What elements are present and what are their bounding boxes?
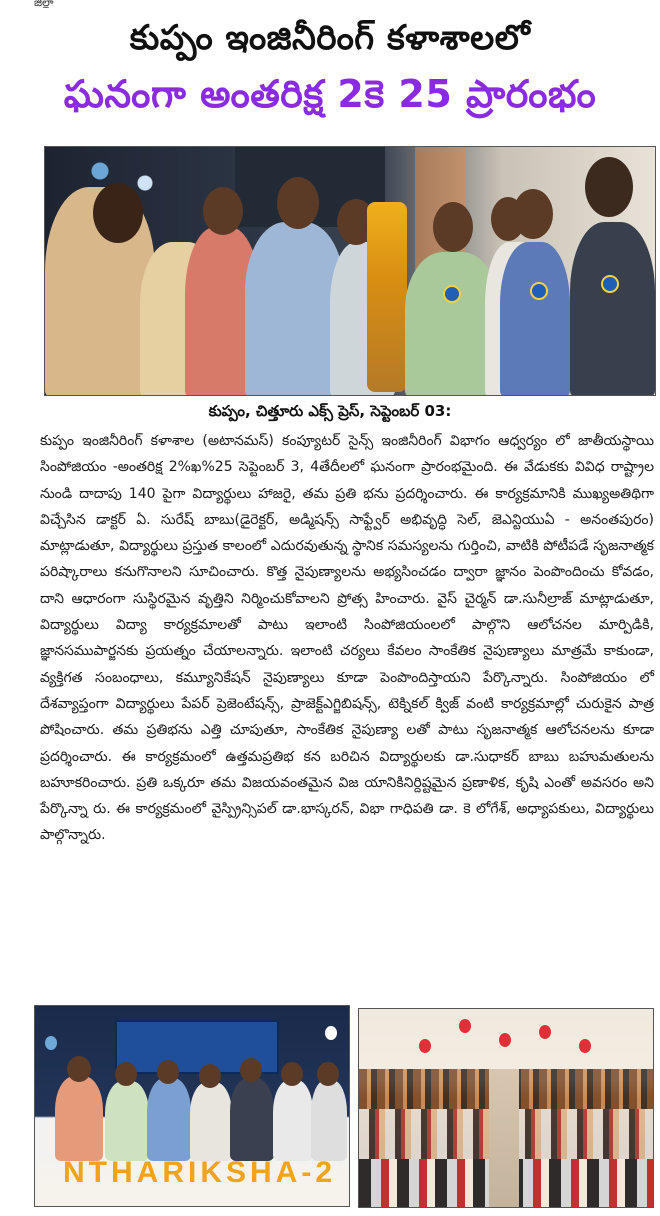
audience-photo <box>358 1008 654 1208</box>
article-dateline: కుప్పం, చిత్తూరు ఎక్స్ ప్రెస్, సెప్టెంబర్ 03: <box>208 402 452 420</box>
headline-line-1: కుప్పం ఇంజినీరింగ్ కళాశాలలో <box>129 18 531 58</box>
clipping-top-fragment: జిల్లా <box>34 0 54 8</box>
headline-line-2: ఘనంగా అంతరిక్ష 2కె 25 ప్రారంభం <box>63 72 597 116</box>
prize-distribution-photo <box>34 1005 350 1207</box>
event-banner-text: NTHARIKSHA-2 <box>63 1156 336 1189</box>
article-body: కుప్పం ఇంజినీరింగ్ కళాశాల (అటానమస్) కంప్యూటర్ సైన్స్ ఇంజినీరింగ్ విభాగం ఆధ్వర్యం లో జాతీయస్థాయి సింపోజియం -అంతరిక్ష 2%ఖ%25 సెప్టెంబర్ 3, 4తేదీలలో ఘనంగా ప్రారంభమైంది. ఈ వేడుకకు వివిధ రాష్ట్రాల నుండి దాదాపు 140 పైగా విద్యార్థులు హాజరై, తమ ప్రతి భను ప్రదర్శించారు. ఈ కార్యక్రమానికి ముఖ్యఅతిథిగా విచ్చేసిన డాక్టర్ ఏ. సురేష్ బాబు(డైరెక్టర్, అడ్మిషన్స్ సాఫ్ట్వేర్ అభివృద్ధి సెల్, జెఎన్టియుఏ - అనంతపురం) మాట్లాడుతూ, విద్యార్థులు ప్రస్తుత కాలంలో ఎదురవుతున్న స్థానిక సమస్యలను గుర్తించి, వాటికి పోటీపడే సృజనాత్మక పరిష్కారాలు కనుగొనాలని సూచించారు. కొత్త నైపుణ్యాలను అభ్యసించడం ద్వారా జ్ఞానం పెంపొందించు కోవడం, దాని ఆధారంగా సుస్థిరమైన వృత్తిని నిర్మించుకోవాలని ప్రోత్స హించారు. వైస్ చైర్మన్ డా.సునీల్రాజ్ మాట్లాడుతూ, విద్యార్థులు విద్యా కార్యక్రమాలతో పాటు ఇలాంటి సింపోజియంలలో పాల్గొని ఆలోచనల మార్పిడికి, జ్ఞానసముపార్జనకు ప్రయత్నం చేయాలన్నారు. ఇలాంటి చర్యలు కేవలం సాంకేతిక నైపుణ్యాలు మాత్రమే కాకుండా, వ్యక్తిగత సంబంధాలు, కమ్యూనికేషన్ నైపుణ్యాలు కూడా పెంపొందిస్తాయని పేర్కొన్నారు. సింపోజియం లో దేశవ్యాప్తంగా విద్యార్థులు పేపర్ ప్రెజెంటేషన్స్, ప్రాజెక్ట్ఎగ్జిబిషన్స్, టెక్నికల్ క్విజ్ వంటి కార్యక్రమాల్లో చురుకైన పాత్ర పోషించారు. తమ ప్రతిభను ఎత్తి చూపుతూ, సాంకేతిక నైపుణ్యా లతో పాటు సృజనాత్మక ఆలోచనలను కూడా ప్రదర్శించారు. ఈ కార్యక్రమంలో ఉత్తమప్రతిభ కన బరిచిన విద్యార్థులకు డా.సుధాకర్ బాబు బహుమతులను బహూకరించారు. ప్రతి ఒక్కరూ తమ విజయవంతమైన విజ యానికినిర్దిష్టమైన ప్రణాళిక, కృషి ఎంతో అవసరం అని పేర్కొన్నా రు. ఈ కార్యక్రమంలో వైస్ప్రిన్సిపల్ డా.భాస్కరన్, విభా గాధిపతి డా. కె లోగేశ్, అధ్యాపకులు, విద్యార్థులు పాల్గొన్నారు. <box>40 433 654 844</box>
lamp-lighting-photo <box>44 146 656 396</box>
